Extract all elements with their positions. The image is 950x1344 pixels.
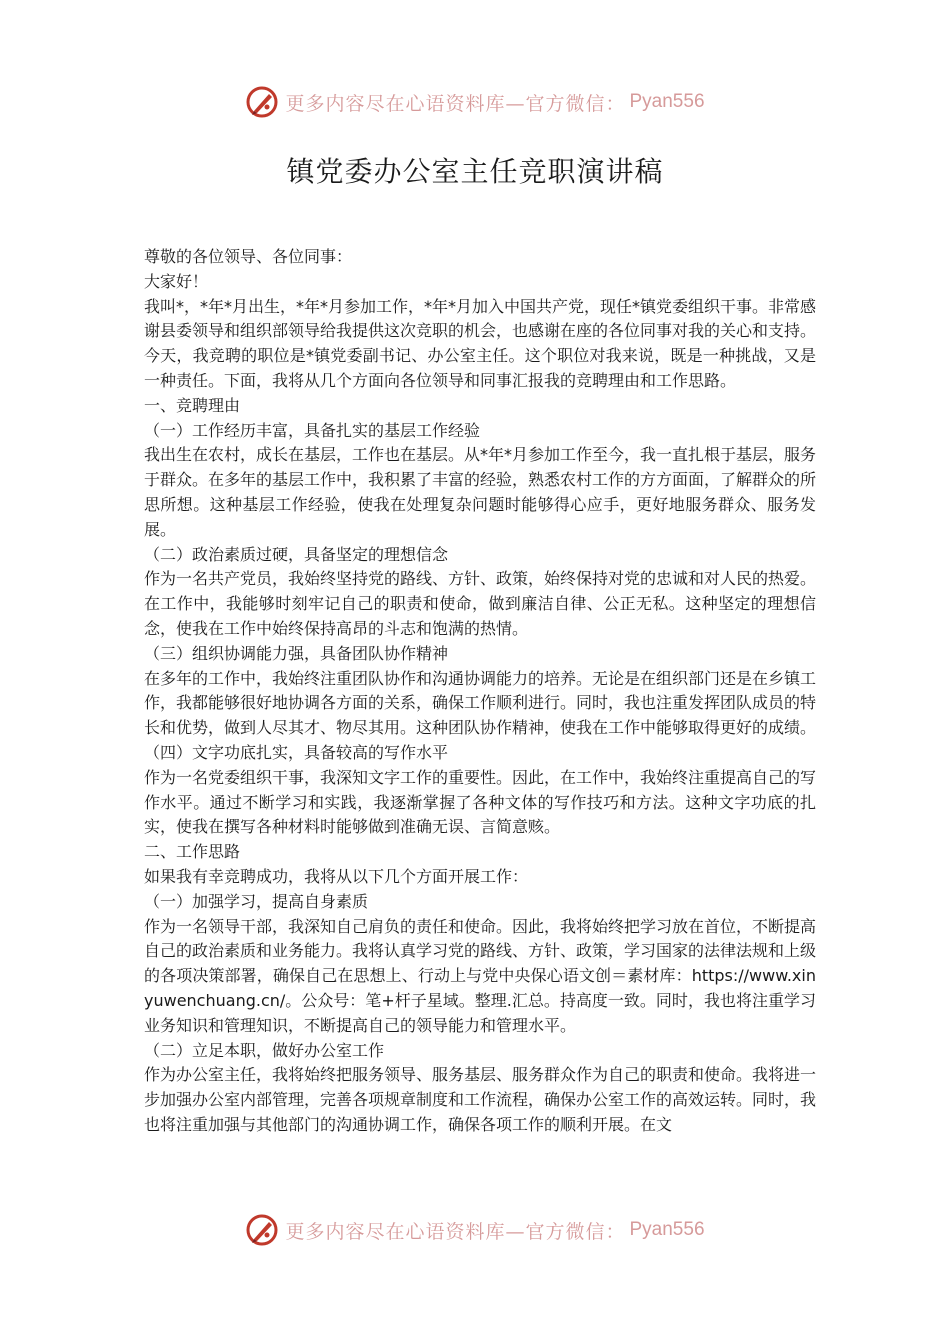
paragraph: 作为一名共产党员，我始终坚持党的路线、方针、政策，始终保持对党的忠诚和对人民的热爱。在工作中，我能够时刻牢记自己的职责和使命，做到廉洁自律、公正无私。这种坚定的理想信念，使我在工作中始终保持高昂的斗志和饱满的热情。 bbox=[144, 569, 817, 638]
subsection-heading: （三）组织协调能力强，具备团队协作精神 bbox=[144, 643, 449, 663]
banner-text: 更多内容尽在心语资料库—官方微信： bbox=[285, 92, 626, 115]
banner-wechat-id: Pyan556 bbox=[629, 91, 705, 112]
greeting: 大家好！ bbox=[144, 271, 209, 291]
subsection-heading: （四）文字功底扎实，具备较高的写作水平 bbox=[144, 742, 449, 762]
section-heading: 一、竞聘理由 bbox=[144, 395, 241, 415]
footer-banner bbox=[0, 1208, 950, 1252]
paragraph: 如果我有幸竞聘成功，我将从以下几个方面开展工作： bbox=[144, 866, 529, 886]
subsection-heading: （一）加强学习，提高自身素质 bbox=[144, 891, 369, 911]
pen-logo-icon bbox=[245, 1213, 279, 1247]
subsection-heading: （一）工作经历丰富，具备扎实的基层工作经验 bbox=[144, 420, 481, 440]
document-body bbox=[144, 245, 816, 1138]
banner-text: 更多内容尽在心语资料库—官方微信： bbox=[285, 1220, 626, 1243]
salutation: 尊敬的各位领导、各位同事： bbox=[144, 247, 353, 266]
subsection-heading: （二）立足本职，做好办公室工作 bbox=[144, 1040, 385, 1060]
paragraph: 作为办公室主任，我将始终把服务领导、服务基层、服务群众作为自己的职责和使命。我将进一步加强办公室内部管理，完善各项规章制度和工作流程，确保办公室工作的高效运转。同时，我也将注重加强与其他部门的沟通协调工作，确保各项工作的顺利开展。在文 bbox=[144, 1065, 817, 1134]
document-title: 镇党委办公室主任竞职演讲稿 bbox=[286, 155, 664, 188]
paragraph: 作为一名党委组织干事，我深知文字工作的重要性。因此，在工作中，我始终注重提高自己的写作水平。通过不断学习和实践，我逐渐掌握了各种文体的写作技巧和方法。这种文字功底的扎实，使我在撰写各种材料时能够做到准确无误、言简意赅。 bbox=[144, 767, 817, 837]
banner-wechat-id: Pyan556 bbox=[629, 1219, 705, 1240]
paragraph: 今天，我竞聘的职位是*镇党委副书记、办公室主任。这个职位对我来说，既是一种挑战，又是一种责任。下面，我将从几个方面向各位领导和同事汇报我的竞聘理由和工作思路。 bbox=[144, 346, 816, 390]
paragraph: 作为一名领导干部，我深知自己肩负的责任和使命。因此，我将始终把学习放在首位，不断提高自己的政治素质和业务能力。我将认真学习党的路线、方针、政策，学习国家的法律法规和上级的各项决策部署，确保自己在思想上、行动上与党中央保心语文创＝素材库：https://www.xinyuwenchuang.cn/。公众号：笔+杆子星域。整理.汇总。持高度一致。同时，我也将注重学习业务知识和管理知识，不断提高自己的领导能力和管理水平。 bbox=[144, 916, 817, 1035]
pen-logo-icon bbox=[245, 85, 279, 119]
paragraph: 在多年的工作中，我始终注重团队协作和沟通协调能力的培养。无论是在组织部门还是在乡镇工作，我都能够很好地协调各方面的关系，确保工作顺利进行。同时，我也注重发挥团队成员的特长和优势，做到人尽其才、物尽其用。这种团队协作精神，使我在工作中能够取得更好的成绩。 bbox=[144, 668, 817, 738]
section-heading: 二、工作思路 bbox=[144, 842, 241, 862]
header-banner bbox=[0, 80, 950, 124]
paragraph: 我叫*，*年*月出生，*年*月参加工作，*年*月加入中国共产党，现任*镇党委组织干事。非常感谢县委领导和组织部领导给我提供这次竞职的机会，也感谢在座的各位同事对我的关心和支持。 bbox=[144, 296, 817, 341]
subsection-heading: （二）政治素质过硬，具备坚定的理想信念 bbox=[144, 544, 449, 564]
paragraph: 我出生在农村，成长在基层，工作也在基层。从*年*月参加工作至今，我一直扎根于基层，服务于群众。在多年的基层工作中，我积累了丰富的经验，熟悉农村工作的方方面面，了解群众的所思所想。这种基层工作经验，使我在处理复杂问题时能够得心应手，更好地服务群众、服务发展。 bbox=[144, 445, 817, 539]
